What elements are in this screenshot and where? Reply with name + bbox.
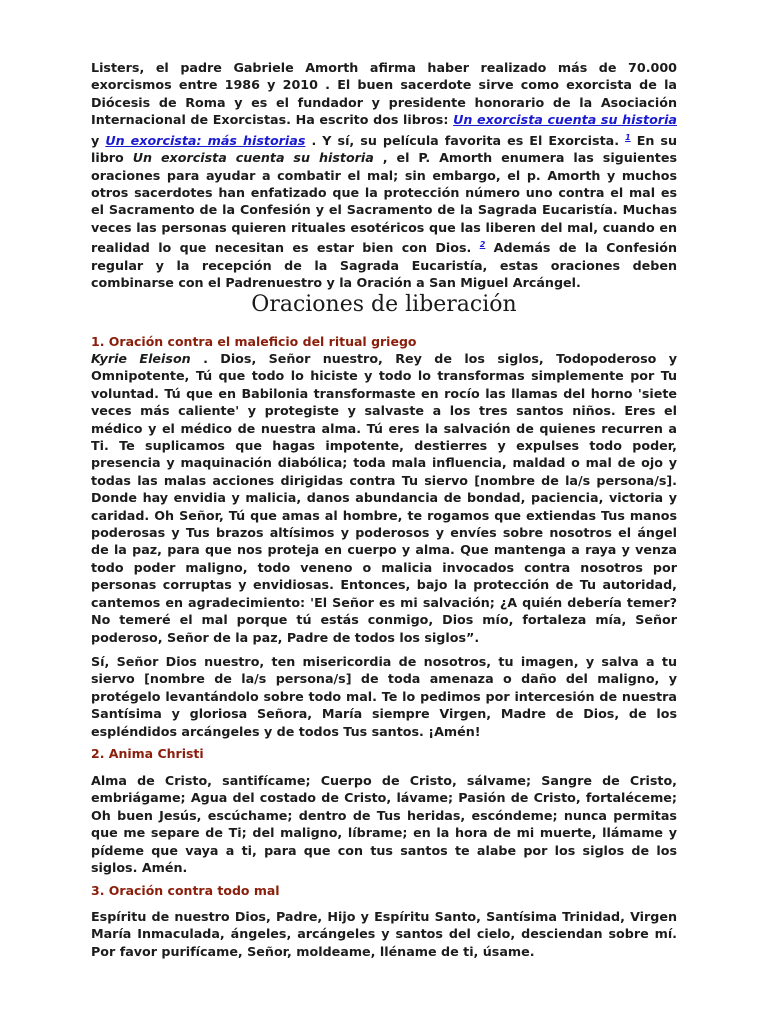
prayer-2-paragraph: Alma de Cristo, santifícame; Cuerpo de Cristo, sálvame; Sangre de Cristo, embriágame; Agua del costado de Cristo, lávame; Pasión de Cristo, fortaléceme; Oh buen Jesús, escúchame; dentro de Tus heridas, escóndeme; nunca permitas que me separe de Ti; del maligno, líbrame; en la hora de mi muerte, llámame y pídeme que vaya a ti, para que con tus santos te alabe por los siglos de los siglos. Amén.: [91, 773, 677, 876]
intro-text-3: . Y sí, su película favorita es El Exorcista.: [305, 132, 626, 148]
book-link-1[interactable]: Un exorcista cuenta su historia: [453, 112, 677, 128]
intro-text-6: Además de la Confesión regular y la recepción de la Sagrada Eucaristía, estas oraciones deben combinarse con el Padrenuestro y la Oración a San Miguel Arcángel.: [91, 240, 677, 291]
book-title-italic: Un exorcista cuenta su historia: [132, 150, 374, 166]
prayer-1-paragraph-1: [91, 350, 677, 646]
prayer-1-heading: 1. Oración contra el maleficio del ritual griego: [91, 334, 417, 349]
footnote-link-1[interactable]: 1: [625, 132, 631, 142]
prayer-1-text: . Dios, Señor nuestro, Rey de los siglos, Todopoderoso y Omnipotente, Tú que todo lo hiciste y todo lo transformas simplemente por Tu voluntad. Tú que en Babilonia transformaste en rocío las llamas del horno 'siete veces más caliente' y protegiste y salvaste a los tres santos niños. Eres el médico y el médico de nuestra alma. Tú eres la salvación de quienes recurren a Ti. Te suplicamos que hagas impotente, destierres y expulses todo poder, presencia y maquinación diabólica; toda mala influencia, maldad o mal de ojo y todas las malas acciones dirigidas contra Tu siervo [nombre de la/s persona/s]. Donde hay envidia y malicia, danos abundancia de bondad, paciencia, victoria y caridad. Oh Señor, Tú que amas al hombre, te rogamos que extiendas Tus manos poderosas y Tus brazos altísimos y poderosos y envíes sobre nosotros el ángel de la paz, para que nos proteja en cuerpo y alma. Que mantenga a raya y venza todo poder maligno, todo veneno o malicia invocados contra nosotros por personas corruptas y envidiosas. Entonces, bajo la protección de Tu autoridad, cantemos en agradecimiento: 'El Señor es mi salvación; ¿A quién debería temer? No temeré el mal porque tú estás conmigo, Dios mío, fortaleza mía, Señor poderoso, Señor de la paz, Padre de todos los siglos”.: [91, 351, 677, 645]
section-title: Oraciones de liberación: [251, 292, 517, 317]
prayer-3-paragraph: Espíritu de nuestro Dios, Padre, Hijo y Espíritu Santo, Santísima Trinidad, Virgen María Inmaculada, ángeles, arcángeles y santos del cielo, desciendan sobre mí. Por favor purifícame, Señor, moldeame, lléname de ti, úsame.: [91, 909, 677, 959]
intro-paragraph: [91, 59, 677, 292]
kyrie-eleison: Kyrie Eleison: [91, 351, 191, 366]
intro-text-2: y: [91, 132, 106, 148]
prayer-2-heading: 2. Anima Christi: [91, 746, 204, 761]
footnote-link-2[interactable]: 2: [479, 240, 486, 250]
intro-text-5: , el P. Amorth enumera las siguientes oraciones para ayudar a combatir el mal; sin embargo, el p. Amorth y muchos otros sacerdotes han enfatizado que la protección número uno contra el mal es el Sacramento de la Confesión y el Sacramento de la Sagrada Eucaristía. Muchas veces las personas quieren rituales esotéricos que las liberen del mal, cuando en realidad lo que necesitan es estar bien con Dios.: [91, 150, 677, 256]
intro-text-4: En su libro: [91, 132, 678, 166]
prayer-1-paragraph-2: Sí, Señor Dios nuestro, ten misericordia de nosotros, tu imagen, y salva a tu siervo [nombre de la/s persona/s] de toda amenaza o daño del maligno, y protégelo levantándolo sobre todo mal. Te lo pedimos por intercesión de nuestra Santísima y gloriosa Señora, María siempre Virgen, Madre de Dios, de los espléndidos arcángeles y de todos Tus santos. ¡Amén!: [91, 654, 677, 739]
intro-text-1: Listers, el padre Gabriele Amorth afirma haber realizado más de 70.000 exorcismos entre 1986 y 2010 . El buen sacerdote sirve como exorcista de la Diócesis de Roma y es el fundador y presidente honorario de la Asociación Internacional de Exorcistas. Ha escrito dos libros:: [91, 60, 677, 128]
book-link-2[interactable]: Un exorcista: más historias: [105, 132, 306, 148]
prayer-3-heading: 3. Oración contra todo mal: [91, 883, 280, 898]
